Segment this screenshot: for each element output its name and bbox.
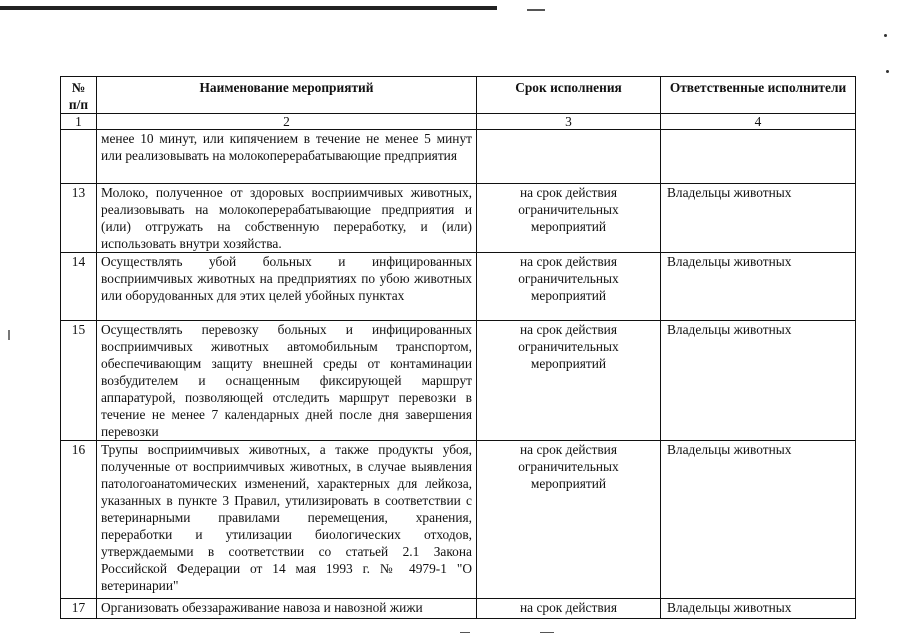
table-row	[61, 321, 856, 441]
table-row	[61, 253, 856, 321]
term-text	[477, 130, 661, 184]
term-text: на срок действия ограничительных мероприятий	[477, 441, 661, 599]
measure-text: Осуществлять убой больных и инфицированных восприимчивых животных на предприятиях по убою животных или оборудованных для этих целей убойных пунктах	[97, 253, 477, 321]
header-resp: Ответственные исполнители	[661, 77, 856, 114]
responsible-text: Владельцы животных	[661, 441, 856, 599]
measure-text: Осуществлять перевозку больных и инфицированных восприимчивых животных автомобильным транспортом, обеспечивающим защиту внешней среды от контаминации возбудителем и оснащенным фиксирующей маршрут аппаратурой, позволяющей отследить маршрут перевозки в течение не менее 7 календарных дней после дня завершения перевозки	[97, 321, 477, 441]
table-row	[61, 599, 856, 619]
term-text: на срок действия ограничительных мероприятий	[477, 253, 661, 321]
scan-mark	[460, 632, 470, 633]
measure-text: менее 10 минут, или кипячением в течение не менее 5 минут или реализовывать на молокоперерабатывающие предприятия	[97, 130, 477, 184]
row-number: 13	[61, 184, 97, 253]
measure-text: Трупы восприимчивых животных, а также продукты убоя, полученные от восприимчивых животных, в случае выявления патологоанатомических изменений, характерных для лейкоза, указанных в пункте 3 Правил, утилизировать в соответствии с ветеринарными правилами перемещения, хранения, переработки и утилизации биологических отходов, утверждаемыми в соответствии со статьей 2.1 Закона Российской Федерации от 14 мая 1993 г. № 4979-1 "О ветеринарии"	[97, 441, 477, 599]
responsible-text: Владельцы животных	[661, 599, 856, 619]
column-number: 4	[661, 114, 856, 130]
responsible-text: Владельцы животных	[661, 321, 856, 441]
term-text: на срок действия ограничительных мероприятий	[477, 184, 661, 253]
scan-mark	[527, 9, 545, 11]
scan-mark	[8, 330, 10, 340]
measure-text: Молоко, полученное от здоровых восприимчивых животных, реализовывать на молокоперерабатывающие предприятия и (или) отгружать на собственную переработку, и (или) использовать внутри хозяйства.	[97, 184, 477, 253]
responsible-text: Владельцы животных	[661, 253, 856, 321]
header-row	[61, 77, 856, 114]
column-number: 1	[61, 114, 97, 130]
term-text: на срок действия ограничительных мероприятий	[477, 321, 661, 441]
column-number: 2	[97, 114, 477, 130]
term-text: на срок действия	[477, 599, 661, 619]
row-number: 16	[61, 441, 97, 599]
table-row	[61, 184, 856, 253]
header-name: Наименование мероприятий	[97, 77, 477, 114]
header-term: Срок исполнения	[477, 77, 661, 114]
top-rule	[0, 6, 497, 10]
table-row	[61, 441, 856, 599]
row-number	[61, 130, 97, 184]
responsible-text: Владельцы животных	[661, 184, 856, 253]
column-number: 3	[477, 114, 661, 130]
row-number: 14	[61, 253, 97, 321]
responsible-text	[661, 130, 856, 184]
row-number: 17	[61, 599, 97, 619]
header-num: № п/п	[61, 77, 97, 114]
column-number-row	[61, 114, 856, 130]
measures-table	[60, 76, 856, 619]
scan-mark	[886, 70, 889, 73]
measure-text: Организовать обеззараживание навоза и навозной жижи	[97, 599, 477, 619]
row-number: 15	[61, 321, 97, 441]
scan-mark	[540, 632, 554, 633]
scan-mark	[884, 34, 887, 37]
table-row	[61, 130, 856, 184]
